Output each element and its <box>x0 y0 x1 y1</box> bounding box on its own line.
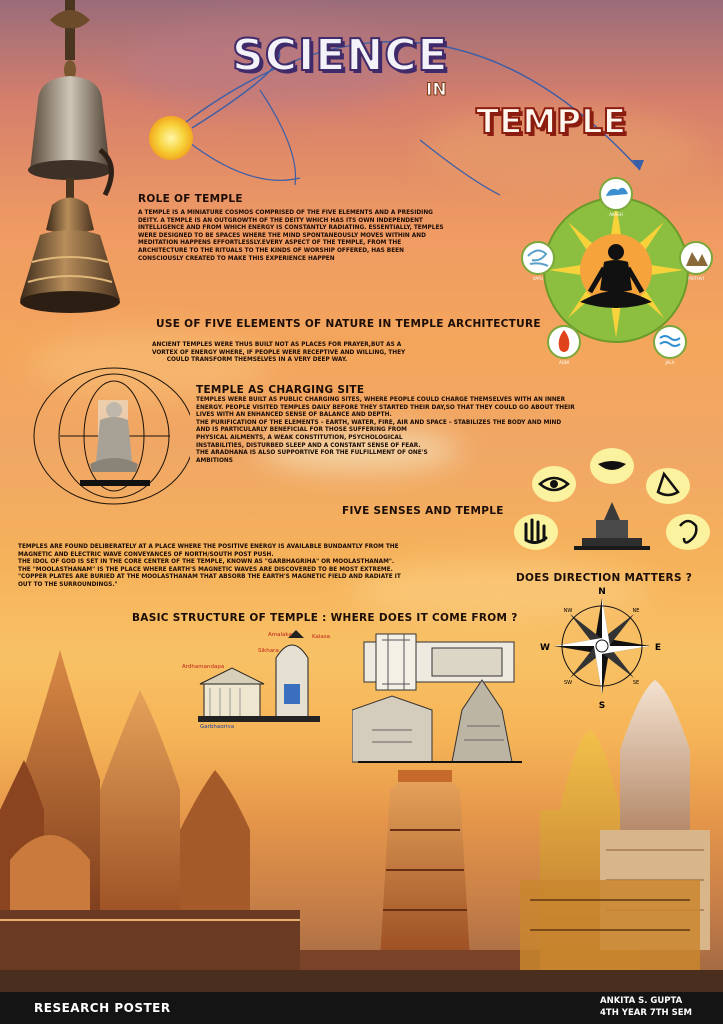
magnetic-line: "COPPER PLATES ARE BURIED AT THE MOOLASTHANAM THAT ABSORB THE EARTH'S MAGNETIC FIELD AND RADIATE IT <box>18 574 401 581</box>
label-ardhamandapa: Ardhamandapa <box>182 664 225 670</box>
charging-line: ENERGY. PEOPLE VISITED TEMPLES DAILY BEFORE THEY STARTED THEIR DAY,SO THAT THEY COULD GO ABOUT THEIR <box>196 404 575 411</box>
sun-icon <box>146 113 196 163</box>
charging-line: TEMPLES WERE BUILT AS PUBLIC CHARGING SITES, WHERE PEOPLE COULD CHARGE THEMSELVES WITH AN INNER <box>196 397 566 403</box>
role-line: WERE DESIGNED TO BE SPACES WHERE THE MIND SPONTANEOUSLY MOVES WITHIN AND <box>138 232 426 239</box>
five-elements-line: VORTEX OF ENERGY WHERE, IF PEOPLE WERE RECEPTIVE AND WILLING, THEY <box>152 349 406 356</box>
senses-heading: FIVE SENSES AND TEMPLE <box>342 505 504 517</box>
compass-ne: NE <box>632 608 640 614</box>
label-garbhagriya: Garbhagriya <box>200 724 235 728</box>
five-elements-line: ANCIENT TEMPLES WERE THUS BUILT NOT AS PLACES FOR PRAYER,BUT AS A <box>152 342 402 348</box>
role-heading: ROLE OF TEMPLE <box>138 193 243 205</box>
five-elements-line: COULD TRANSFORM THEMSELVES IN A VERY DEEP WAY. <box>166 357 348 364</box>
role-line: CONSCIOUSLY CREATED TO MAKE THIS EXPERIENCE HAPPEN <box>138 255 335 262</box>
charging-line: LIVES WITH AN ENHANCED SENSE OF BALANCE AND DEPTH. <box>196 412 392 419</box>
footer-year: 4TH YEAR 7TH SEM <box>600 1008 693 1018</box>
magnetic-line: THE "MOOLASTHANAM" IS THE PLACE WHERE EARTH'S MAGNETIC WAVES ARE DISCOVERED TO BE MOST EXTREME. <box>18 566 393 573</box>
role-line: DEITY. A TEMPLE IS AN OUTGROWTH OF THE DEITY WHICH HAS ITS OWN INDEPENDENT <box>138 217 423 224</box>
charging-line: AMBITIONS <box>196 457 233 464</box>
direction-heading: DOES DIRECTION MATTERS ? <box>516 572 693 584</box>
magnetic-line: MAGNETIC AND ELECTRIC WAVE CONVEYANCES OF NORTH/SOUTH POST PUSH. <box>18 551 274 558</box>
structure-heading: BASIC STRUCTURE OF TEMPLE : WHERE DOES IT COME FROM ? <box>132 612 518 624</box>
element-label-prithvi: PRITHVI <box>688 276 704 281</box>
compass-w: W <box>540 643 550 653</box>
magnetic-field-idol-icon <box>20 360 190 510</box>
compass-se: SE <box>632 680 640 686</box>
charging-line: PHYSICAL AILMENTS, A WEAK CONSTITUTION, PSYCHOLOGICAL <box>196 434 403 441</box>
five-elements-heading: USE OF FIVE ELEMENTS OF NATURE IN TEMPLE ARCHITECTURE <box>156 318 541 330</box>
role-line: INTELLIGENCE AND FROM WHICH ENERGY IS CONSTANTLY RADIATING. ESSENTIALLY, TEMPLES <box>138 225 444 232</box>
label-amalaka: Amalaka <box>268 632 292 638</box>
element-label-vayu: VAYU <box>532 276 544 281</box>
five-senses-diagram <box>508 440 718 555</box>
temple-skyline <box>0 630 723 992</box>
magnetic-line: TEMPLES ARE FOUND DELIBERATELY AT A PLACE WHERE THE POSITIVE ENERGY IS AVAILABLE BUNDANTLY FROM THE <box>18 544 399 550</box>
compass-nw: NW <box>563 608 573 614</box>
charging-line: AND IS PARTICULARLY BENEFICIAL FOR THOSE SUFFERING FROM <box>196 427 407 434</box>
role-line: MEDITATION HAPPENS EFFORTLESSLY.EVERY ASPECT OF THE TEMPLE, FROM THE <box>138 240 402 247</box>
compass-sw: SW <box>563 680 573 686</box>
footer-title: RESEARCH POSTER <box>34 1001 171 1015</box>
temple-bell-icon <box>10 0 140 320</box>
compass-s: S <box>598 701 606 708</box>
compass-n: N <box>598 587 606 597</box>
compass-e: E <box>654 643 662 653</box>
label-sikhara: Sikhara <box>258 648 279 654</box>
magnetic-line: THE IDOL OF GOD IS SET IN THE CORE CENTER OF THE TEMPLE, KNOWN AS "GARBHAGRIHA" OR MOOLASTHANAM". <box>18 559 395 566</box>
charging-line: THE ARADHANA IS ALSO SUPPORTIVE FOR THE FULFILLMENT OF ONE'S <box>196 450 428 457</box>
charging-line: INSTABILITIES, DISTURBED SLEEP AND A CONSTANT SENSE OF FEAR. <box>196 442 421 449</box>
footer-author: ANKITA S. GUPTA <box>600 996 683 1006</box>
element-label-akash: AKASH <box>609 212 623 217</box>
role-line: ARCHITECTURE TO THE RITUALS TO THE KINDS OF WORSHIP OFFERED, HAS BEEN <box>138 247 404 254</box>
title-in: IN <box>426 80 447 100</box>
charging-line: THE PURIFICATION OF THE ELEMENTS – EARTH, WATER, FIRE, AIR AND SPACE – STABILIZES THE BODY AND MIND <box>196 419 562 426</box>
magnetic-line: OUT TO THE SURROUNDINGS." <box>18 581 118 588</box>
footer <box>0 992 723 1024</box>
element-label-agni: AGNI <box>559 360 569 365</box>
role-line: A TEMPLE IS A MINIATURE COSMOS COMPRISED OF THE FIVE ELEMENTS AND A PRESIDING <box>138 210 433 216</box>
label-kalasa: Kalasa <box>312 634 331 640</box>
five-elements-wheel <box>520 172 720 368</box>
charging-heading: TEMPLE AS CHARGING SITE <box>196 384 365 396</box>
title-science: SCIENCE <box>232 30 449 81</box>
element-label-jala: JALA <box>665 360 675 365</box>
magnetic-paragraph <box>18 544 401 590</box>
role-paragraph <box>138 210 444 263</box>
title-temple: TEMPLE <box>476 102 627 142</box>
